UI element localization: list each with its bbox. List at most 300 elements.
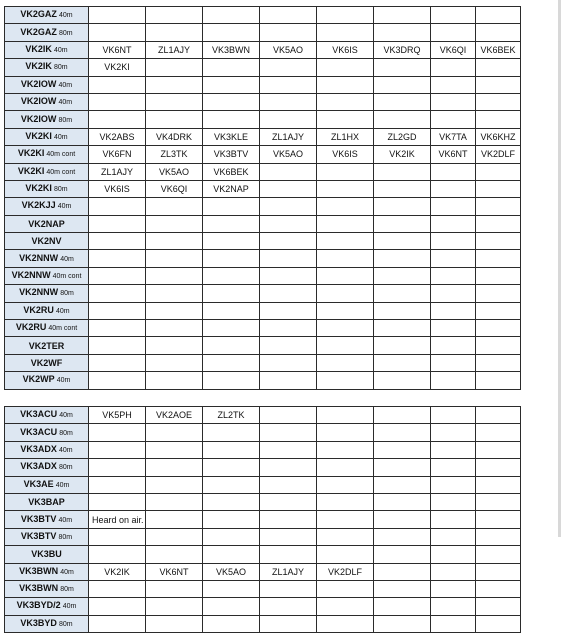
contact-cell xyxy=(431,198,476,215)
band-label: 40m xyxy=(59,412,73,420)
contact-cell: ZL1HX xyxy=(317,128,374,145)
contact-cell xyxy=(89,233,146,250)
contact-cell xyxy=(146,59,203,76)
callsign: VK2KI xyxy=(25,130,52,141)
contact-cell xyxy=(146,320,203,337)
log-row xyxy=(5,267,521,284)
contact-cell xyxy=(476,7,521,24)
contact-cell xyxy=(203,302,260,319)
contact-cell: VK5AO xyxy=(203,563,260,580)
contact-cell: VK2DLF xyxy=(317,563,374,580)
contact-cell xyxy=(203,24,260,41)
contact-cell xyxy=(431,546,476,563)
callsign: VK2GAZ xyxy=(20,9,57,20)
log-row xyxy=(5,372,521,389)
contact-cell xyxy=(317,163,374,180)
contact-cell xyxy=(476,372,521,389)
contact-cell: VK2NAP xyxy=(203,180,260,197)
contact-cell xyxy=(476,580,521,597)
log-row xyxy=(5,563,521,580)
band-label: 40m cont xyxy=(48,325,78,333)
contact-cell xyxy=(431,7,476,24)
contact-cell: VK5AO xyxy=(260,146,317,163)
contact-cell: ZL1AJY xyxy=(146,41,203,58)
contact-cell: VK6QI xyxy=(431,41,476,58)
callsign: VK2RU xyxy=(23,304,54,315)
callsign: VK2NNW xyxy=(19,252,59,263)
contact-cell xyxy=(260,59,317,76)
callsign: VK2IK xyxy=(25,43,52,54)
callsign-cell xyxy=(5,424,89,441)
callsign: VK2IK xyxy=(25,61,52,72)
contact-cell: ZL1AJY xyxy=(260,128,317,145)
callsign-cell xyxy=(5,7,89,24)
contact-cell xyxy=(260,302,317,319)
contact-cell xyxy=(203,198,260,215)
contact-cell xyxy=(146,511,203,528)
contact-cell xyxy=(89,424,146,441)
contact-cell xyxy=(146,615,203,632)
contact-cell xyxy=(203,615,260,632)
callsign: VK3BYD xyxy=(20,617,57,628)
contact-cell xyxy=(431,59,476,76)
contact-cell xyxy=(203,233,260,250)
contact-cell: ZL1AJY xyxy=(260,563,317,580)
contact-cell xyxy=(203,372,260,389)
contact-cell: VK5AO xyxy=(146,163,203,180)
gap-cell xyxy=(317,389,374,406)
callsign: VK2GAZ xyxy=(20,26,57,37)
contact-cell xyxy=(374,372,431,389)
callsign-cell xyxy=(5,180,89,197)
contact-cell: VK2IK xyxy=(89,563,146,580)
contact-cell xyxy=(374,598,431,615)
contact-cell xyxy=(203,250,260,267)
contact-cell xyxy=(260,111,317,128)
callsign-cell xyxy=(5,354,89,371)
contact-cell xyxy=(203,546,260,563)
contact-cell xyxy=(317,598,374,615)
contact-cell xyxy=(203,59,260,76)
log-row xyxy=(5,302,521,319)
band-label: 40m xyxy=(58,81,73,89)
contact-cell xyxy=(260,250,317,267)
contact-cell xyxy=(260,163,317,180)
contact-cell: ZL3TK xyxy=(146,146,203,163)
contact-cell: VK2IK xyxy=(374,146,431,163)
contact-cell: VK2AOE xyxy=(146,406,203,423)
contact-cell xyxy=(89,215,146,232)
log-row xyxy=(5,424,521,441)
callsign: VK2NV xyxy=(31,236,62,247)
contact-cell xyxy=(260,441,317,458)
band-label: 80m xyxy=(60,290,74,298)
contact-cell xyxy=(260,7,317,24)
contact-cell xyxy=(317,198,374,215)
contact-cell xyxy=(431,406,476,423)
contact-cell xyxy=(317,337,374,354)
band-label: 80m xyxy=(53,186,68,194)
note-cell: Heard on air. xyxy=(89,511,146,528)
contact-cell: ZL2TK xyxy=(203,406,260,423)
contact-cell: VK7TA xyxy=(431,128,476,145)
contact-cell xyxy=(317,372,374,389)
contact-cell xyxy=(146,7,203,24)
band-label: 40m xyxy=(62,603,77,611)
callsign-cell xyxy=(5,215,89,232)
contact-cell xyxy=(374,580,431,597)
contact-cell xyxy=(203,493,260,510)
contact-cell xyxy=(317,24,374,41)
contact-cell xyxy=(317,93,374,110)
gap-cell xyxy=(431,389,476,406)
band-label: 40m xyxy=(58,12,73,20)
contact-cell xyxy=(374,337,431,354)
contact-cell xyxy=(146,250,203,267)
contact-cell xyxy=(374,563,431,580)
log-row xyxy=(5,180,521,197)
callsign-cell xyxy=(5,546,89,563)
log-row xyxy=(5,7,521,24)
log-row xyxy=(5,93,521,110)
contact-cell xyxy=(317,267,374,284)
contact-cell xyxy=(431,215,476,232)
callsign-cell xyxy=(5,563,89,580)
contact-cell xyxy=(476,424,521,441)
contact-cell xyxy=(374,93,431,110)
contact-cell xyxy=(431,476,476,493)
contact-cell xyxy=(146,337,203,354)
contact-cell xyxy=(374,493,431,510)
contact-cell xyxy=(203,215,260,232)
callsign-cell xyxy=(5,459,89,476)
contact-cell xyxy=(146,215,203,232)
contact-cell xyxy=(203,111,260,128)
log-row xyxy=(5,493,521,510)
band-label: 40m xyxy=(53,46,68,54)
gap-cell xyxy=(476,389,521,406)
callsign-cell xyxy=(5,111,89,128)
band-label: 80m xyxy=(58,533,73,541)
contact-cell xyxy=(203,441,260,458)
contact-cell xyxy=(317,180,374,197)
contact-cell xyxy=(431,320,476,337)
contact-cell xyxy=(146,354,203,371)
gap-cell xyxy=(146,389,203,406)
contact-cell xyxy=(374,180,431,197)
contact-cell xyxy=(89,24,146,41)
callsign: VK2IOW xyxy=(20,78,57,89)
callsign-cell xyxy=(5,511,89,528)
contact-cell xyxy=(431,233,476,250)
band-label: 40m xyxy=(55,481,70,489)
band-label: 40m xyxy=(58,99,73,107)
contact-cell xyxy=(203,267,260,284)
contact-cell xyxy=(431,285,476,302)
callsign: VK3BU xyxy=(31,549,62,560)
contact-cell xyxy=(476,267,521,284)
contact-cell xyxy=(476,180,521,197)
contact-cell xyxy=(260,424,317,441)
log-row xyxy=(5,615,521,632)
log-row xyxy=(5,215,521,232)
contact-cell xyxy=(89,337,146,354)
callsign-cell xyxy=(5,493,89,510)
contact-cell xyxy=(317,59,374,76)
contact-cell: VK4DRK xyxy=(146,128,203,145)
callsign: VK2KI xyxy=(17,165,45,176)
callsign-cell xyxy=(5,580,89,597)
contact-cell xyxy=(89,267,146,284)
contact-cell xyxy=(374,302,431,319)
contact-cell xyxy=(89,354,146,371)
band-label: 40m xyxy=(56,377,71,385)
contact-cell xyxy=(476,111,521,128)
callsign-cell xyxy=(5,250,89,267)
contact-cell xyxy=(146,459,203,476)
contact-cell xyxy=(146,546,203,563)
callsign-cell xyxy=(5,337,89,354)
callsign: VK3BYD/2 xyxy=(16,600,61,611)
contact-cell xyxy=(431,580,476,597)
contact-cell xyxy=(476,285,521,302)
contact-cell xyxy=(317,493,374,510)
contact-cell xyxy=(260,546,317,563)
contact-cell xyxy=(146,76,203,93)
contact-cell xyxy=(476,24,521,41)
contact-cell: ZL1AJY xyxy=(89,163,146,180)
contact-cell xyxy=(374,24,431,41)
contact-cell xyxy=(89,302,146,319)
log-row xyxy=(5,146,521,163)
contact-cell: VK3KLE xyxy=(203,128,260,145)
callsign-cell xyxy=(5,24,89,41)
contact-cell xyxy=(260,267,317,284)
contact-cell xyxy=(260,180,317,197)
contact-cell xyxy=(374,615,431,632)
contact-cell xyxy=(374,320,431,337)
contact-cell xyxy=(431,511,476,528)
contact-cell xyxy=(146,24,203,41)
contact-cell xyxy=(317,354,374,371)
contact-cell xyxy=(476,598,521,615)
callsign: VK3BWN xyxy=(19,583,59,594)
gap-cell xyxy=(89,389,146,406)
contact-cell xyxy=(89,93,146,110)
contact-cell xyxy=(317,441,374,458)
contact-cell xyxy=(260,285,317,302)
contact-cell xyxy=(146,233,203,250)
contact-cell xyxy=(260,233,317,250)
contact-cell xyxy=(203,476,260,493)
contact-cell xyxy=(374,215,431,232)
log-row xyxy=(5,41,521,58)
contact-cell xyxy=(89,285,146,302)
contact-cell xyxy=(431,111,476,128)
contact-cell xyxy=(431,180,476,197)
contact-cell: VK6IS xyxy=(89,180,146,197)
callsign: VK2NAP xyxy=(28,218,65,229)
callsign-cell xyxy=(5,302,89,319)
contact-cell xyxy=(374,7,431,24)
contact-cell: VK2ABS xyxy=(89,128,146,145)
contact-cell xyxy=(203,459,260,476)
log-row xyxy=(5,511,521,528)
contact-cell xyxy=(260,615,317,632)
callsign: VK2WF xyxy=(30,358,63,368)
contact-cell xyxy=(89,598,146,615)
contact-cell xyxy=(476,250,521,267)
contact-cell xyxy=(260,406,317,423)
contact-cell: VK5PH xyxy=(89,406,146,423)
contact-cell xyxy=(431,372,476,389)
callsign-cell xyxy=(5,41,89,58)
contact-cell xyxy=(374,111,431,128)
contact-cell xyxy=(431,424,476,441)
contact-cell xyxy=(431,354,476,371)
log-row xyxy=(5,76,521,93)
contact-cell xyxy=(431,563,476,580)
contact-cell xyxy=(146,441,203,458)
contact-cell xyxy=(89,476,146,493)
contact-cell xyxy=(476,215,521,232)
log-row xyxy=(5,250,521,267)
contact-cell: ZL2GD xyxy=(374,128,431,145)
contact-cell xyxy=(476,302,521,319)
contact-cell: VK6BEK xyxy=(476,41,521,58)
log-row xyxy=(5,285,521,302)
contact-cell xyxy=(203,76,260,93)
contact-cell xyxy=(260,511,317,528)
band-label: 40m cont xyxy=(46,151,76,159)
contact-cell xyxy=(317,511,374,528)
callsign-cell xyxy=(5,320,89,337)
contact-cell xyxy=(317,302,374,319)
contact-cell xyxy=(89,7,146,24)
contact-cell xyxy=(431,76,476,93)
contact-cell: VK6NT xyxy=(431,146,476,163)
log-row xyxy=(5,337,521,354)
log-row xyxy=(5,163,521,180)
contact-cell xyxy=(317,111,374,128)
contact-cell xyxy=(89,441,146,458)
band-label: 40m xyxy=(58,446,73,454)
contact-cell: VK2DLF xyxy=(476,146,521,163)
contact-cell xyxy=(431,267,476,284)
contact-cell xyxy=(431,493,476,510)
contact-cell xyxy=(260,198,317,215)
contact-cell xyxy=(203,93,260,110)
contact-cell xyxy=(89,76,146,93)
contact-cell xyxy=(374,546,431,563)
callsign: VK2NNW xyxy=(19,287,59,298)
contact-cell xyxy=(374,233,431,250)
band-label: 80m xyxy=(59,429,73,437)
log-row xyxy=(5,406,521,423)
callsign-cell xyxy=(5,59,89,76)
callsign: VK2KI xyxy=(17,148,45,159)
callsign: VK2WP xyxy=(22,374,55,385)
gap-cell xyxy=(203,389,260,406)
callsign-cell xyxy=(5,198,89,215)
contact-cell xyxy=(203,354,260,371)
contact-cell xyxy=(374,459,431,476)
contact-cell xyxy=(476,546,521,563)
contact-cell xyxy=(476,198,521,215)
contact-cell xyxy=(317,476,374,493)
log-row xyxy=(5,459,521,476)
callsign: VK2TER xyxy=(28,340,65,351)
callsign: VK3ACU xyxy=(20,409,58,420)
callsign: VK3BAP xyxy=(28,497,65,508)
contact-cell xyxy=(476,441,521,458)
contact-cell xyxy=(260,598,317,615)
contact-cell xyxy=(317,285,374,302)
band-label: 80m xyxy=(60,586,74,594)
gap-cell xyxy=(5,389,89,406)
contact-cell xyxy=(431,459,476,476)
contact-cell xyxy=(146,476,203,493)
contact-cell xyxy=(89,615,146,632)
contact-cell xyxy=(476,406,521,423)
contact-cell xyxy=(260,580,317,597)
band-label: 80m xyxy=(58,464,73,472)
contact-cell xyxy=(476,93,521,110)
contact-cell xyxy=(317,424,374,441)
contact-cell xyxy=(89,111,146,128)
contact-cell xyxy=(260,459,317,476)
contact-cell xyxy=(476,459,521,476)
contact-cell xyxy=(317,76,374,93)
band-label: 40m cont xyxy=(46,168,76,176)
contact-cell xyxy=(146,493,203,510)
contact-cell xyxy=(260,93,317,110)
contact-cell xyxy=(431,24,476,41)
contact-cell xyxy=(476,563,521,580)
contact-cell: VK3BWN xyxy=(203,41,260,58)
contact-cell xyxy=(317,215,374,232)
callsign: VK3BTV xyxy=(20,530,57,541)
contact-cell xyxy=(431,615,476,632)
callsign: VK3BWN xyxy=(19,565,59,576)
contact-cell xyxy=(146,111,203,128)
band-label: 40m xyxy=(55,307,70,315)
log-row xyxy=(5,354,521,371)
callsign: VK3ADX xyxy=(20,461,57,472)
contact-cell xyxy=(89,372,146,389)
contact-cell xyxy=(374,250,431,267)
callsign-cell xyxy=(5,267,89,284)
contact-cell xyxy=(260,215,317,232)
contact-cell xyxy=(146,580,203,597)
contact-cell xyxy=(89,320,146,337)
contact-cell xyxy=(203,285,260,302)
contact-cell xyxy=(476,320,521,337)
contact-cell: VK6NT xyxy=(89,41,146,58)
contact-cell xyxy=(146,198,203,215)
contact-cell xyxy=(374,59,431,76)
contact-cell xyxy=(260,493,317,510)
band-label: 80m xyxy=(58,620,73,628)
contact-cell xyxy=(260,76,317,93)
contact-cell xyxy=(374,511,431,528)
callsign: VK2NNW xyxy=(11,270,51,281)
contact-cell xyxy=(476,59,521,76)
log-row xyxy=(5,24,521,41)
contact-cell xyxy=(374,354,431,371)
band-label: 80m xyxy=(53,64,68,72)
contact-cell: VK6KHZ xyxy=(476,128,521,145)
